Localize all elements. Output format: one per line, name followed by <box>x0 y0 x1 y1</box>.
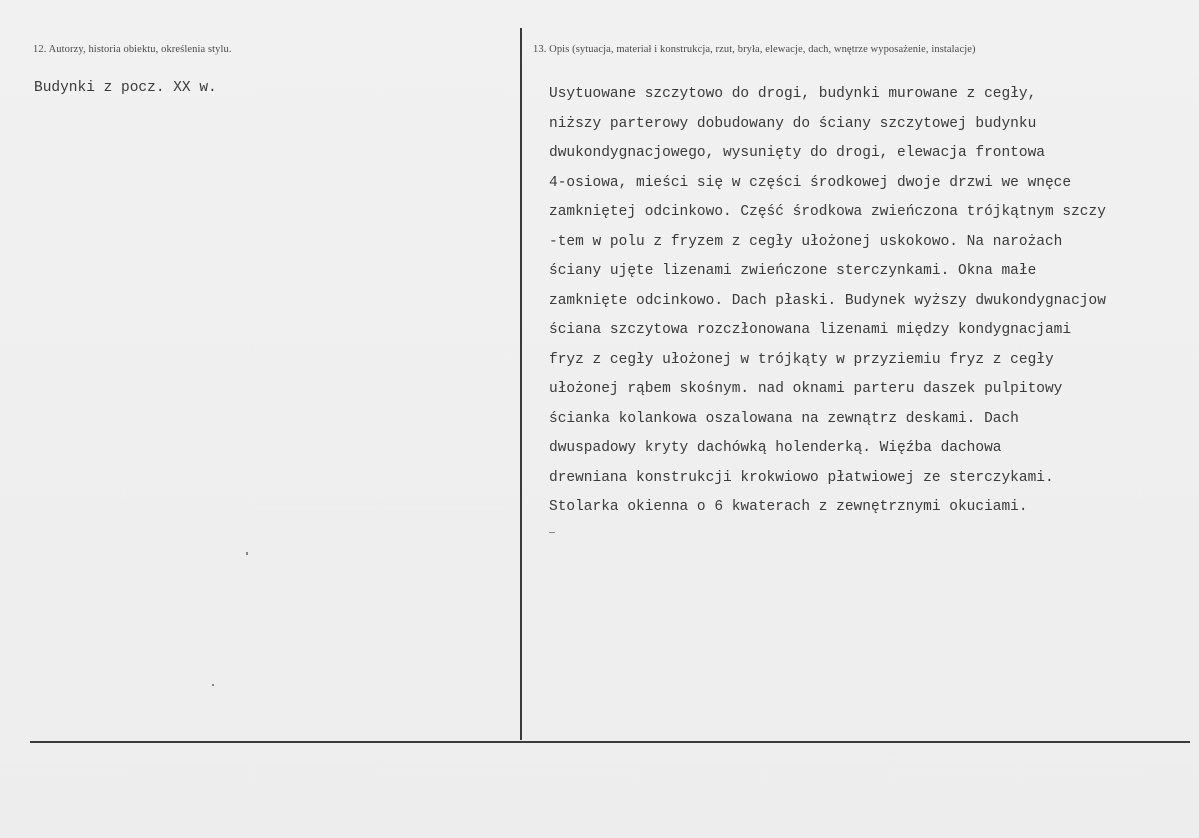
description-line: ścianka kolankowa oszalowana na zewnątrz deskami. Dach <box>549 410 1019 427</box>
description-line: -tem w polu z fryzem z cegły ułożonej uskokowo. Na narożach <box>549 233 1063 250</box>
stray-mark <box>549 532 555 533</box>
description-line: Stolarka okienna o 6 kwaterach z zewnętrznymi okuciami. <box>549 499 1028 515</box>
description-line: ściana szczytowa rozczłonowana lizenami między kondygnacjami <box>549 322 1072 338</box>
description-line: drewniana konstrukcji krokwiowo płatwiowej ze sterczykami. <box>549 469 1054 486</box>
description-line: Usytuowane szczytowo do drogi, budynki murowane z cegły, <box>549 86 1037 102</box>
column-divider <box>520 28 522 740</box>
stray-mark <box>212 684 214 686</box>
description-line: ściany ujęte lizenami zwieńczone sterczynkami. Okna małe <box>549 263 1037 279</box>
description-line: dwukondygnacjowego, wysunięty do drogi, elewacja frontowa <box>549 145 1045 161</box>
authors-history-text: Budynki z pocz. XX w. <box>34 80 217 96</box>
description-line: 4-osiowa, mieści się w części środkowej dwoje drzwi we wnęce <box>549 174 1072 191</box>
stray-mark <box>246 552 248 555</box>
description-line: zamkniętej odcinkowo. Część środkowa zwieńczona trójkątnym szczy <box>549 204 1106 220</box>
description-line: niższy parterowy dobudowany do ściany szczytowej budynku <box>549 115 1037 132</box>
description-line: fryz z cegły ułożonej w trójkąty w przyziemiu fryz z cegły <box>549 351 1054 368</box>
description-line: ułożonej rąbem skośnym. nad oknami parteru daszek pulpitowy <box>549 381 1063 397</box>
description-text <box>549 80 1199 523</box>
section-13-heading: 13. Opis (sytuacja, materiał i konstrukcja, rzut, bryła, elewacje, dach, wnętrze wyposażenie, instalacje) <box>533 44 976 55</box>
description-line: zamknięte odcinkowo. Dach płaski. Budynek wyższy dwukondygnacjow <box>549 292 1106 309</box>
section-12-heading: 12. Autorzy, historia obiektu, określenia stylu. <box>33 44 232 55</box>
description-line: dwuspadowy kryty dachówką holenderką. Więźba dachowa <box>549 440 1002 456</box>
bottom-rule <box>30 741 1190 743</box>
